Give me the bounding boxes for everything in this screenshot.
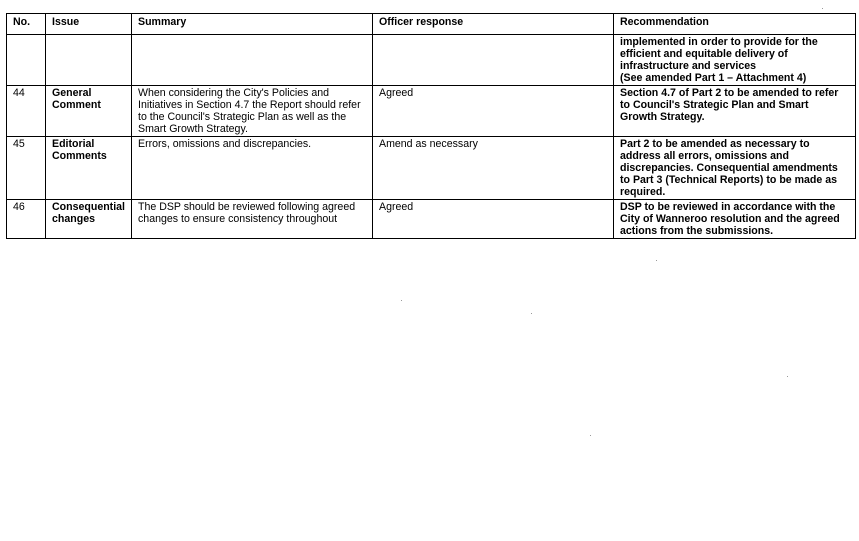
header-issue: Issue bbox=[46, 14, 132, 35]
cell-officer-response: Agreed bbox=[373, 86, 614, 137]
submissions-table bbox=[6, 13, 856, 239]
cell-issue: General Comment bbox=[46, 86, 132, 137]
header-officer-response: Officer response bbox=[373, 14, 614, 35]
table-row bbox=[7, 200, 856, 239]
cell-summary: Errors, omissions and discrepancies. bbox=[132, 137, 373, 200]
table-row bbox=[7, 35, 856, 86]
cell-summary: The DSP should be reviewed following agreed changes to ensure consistency throughout bbox=[132, 200, 373, 239]
scan-speck bbox=[656, 260, 657, 261]
cell-issue bbox=[46, 35, 132, 86]
cell-no: 44 bbox=[7, 86, 46, 137]
cell-officer-response bbox=[373, 35, 614, 86]
cell-summary: When considering the City's Policies and Initiatives in Section 4.7 the Report should refer to the Council's Strategic Plan as well as the Smart Growth Strategy. bbox=[132, 86, 373, 137]
cell-officer-response: Agreed bbox=[373, 200, 614, 239]
cell-recommendation: Part 2 to be amended as necessary to address all errors, omissions and discrepancies. Consequential amendments to Part 3 (Technical Reports) to be made as required. bbox=[614, 137, 856, 200]
cell-officer-response: Amend as necessary bbox=[373, 137, 614, 200]
header-no: No. bbox=[7, 14, 46, 35]
table-header-row bbox=[7, 14, 856, 35]
cell-issue: Editorial Comments bbox=[46, 137, 132, 200]
scan-speck bbox=[401, 300, 402, 301]
cell-no: 46 bbox=[7, 200, 46, 239]
cell-summary bbox=[132, 35, 373, 86]
table-row bbox=[7, 137, 856, 200]
scan-speck bbox=[590, 435, 591, 436]
cell-recommendation: implemented in order to provide for the efficient and equitable delivery of infrastructure and services (See amended Part 1 – Attachment 4) bbox=[614, 35, 856, 86]
table-row bbox=[7, 86, 856, 137]
cell-recommendation: DSP to be reviewed in accordance with the City of Wanneroo resolution and the agreed actions from the submissions. bbox=[614, 200, 856, 239]
scan-speck bbox=[787, 376, 788, 377]
cell-no: 45 bbox=[7, 137, 46, 200]
cell-recommendation: Section 4.7 of Part 2 to be amended to refer to Council's Strategic Plan and Smart Growth Strategy. bbox=[614, 86, 856, 137]
cell-no bbox=[7, 35, 46, 86]
scan-speck bbox=[531, 313, 532, 314]
scan-speck bbox=[822, 8, 823, 9]
header-summary: Summary bbox=[132, 14, 373, 35]
cell-issue: Consequential changes bbox=[46, 200, 132, 239]
header-recommendation: Recommendation bbox=[614, 14, 856, 35]
